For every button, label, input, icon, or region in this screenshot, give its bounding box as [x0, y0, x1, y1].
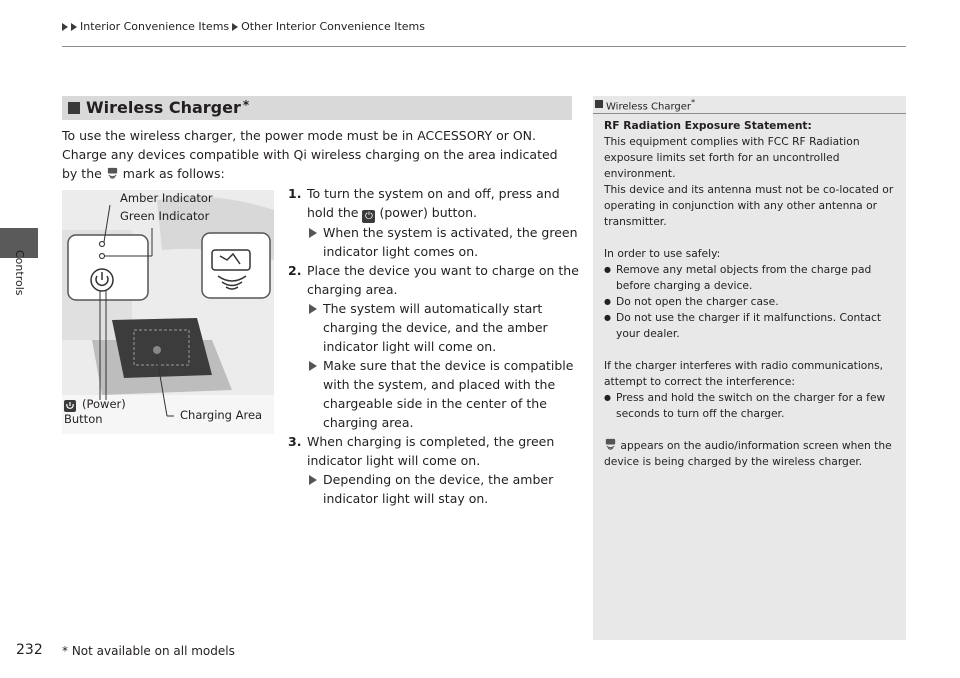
step-sub-text: Depending on the device, the amber indicator light will stay on.	[323, 472, 554, 506]
safety-item: ● Do not open the charger case.	[604, 294, 899, 310]
interference-item: ● Press and hold the switch on the charger for a few seconds to turn off the charger.	[604, 390, 899, 422]
wireless-charging-icon	[604, 438, 617, 451]
intro-text-end: mark as follows:	[122, 166, 225, 181]
section-star: *	[242, 98, 250, 112]
header-divider	[62, 46, 906, 47]
step-1	[288, 184, 579, 261]
step-sub	[307, 470, 579, 508]
charger-illustration	[62, 190, 274, 434]
chapter-label-text: Controls	[13, 250, 26, 296]
power-button-label: (Power)	[82, 397, 126, 411]
breadcrumb-arrow-icon	[62, 23, 68, 31]
step-sub	[307, 356, 579, 432]
step-sub-text: Make sure that the device is compatible with the system, and placed with the chargeable side in the center of the charging area.	[323, 358, 574, 430]
step-sub	[307, 223, 579, 261]
safety-heading: In order to use safely:	[604, 247, 721, 260]
arrow-icon	[309, 361, 317, 371]
notes-body	[604, 118, 899, 470]
section-title-text: Wireless Charger	[86, 98, 241, 117]
section-square-icon	[68, 102, 80, 114]
step-sub-text: When the system is activated, the green indicator light comes on.	[323, 225, 578, 259]
step-number: 2.	[288, 263, 302, 278]
safety-item: ● Do not use the charger if it malfunctions. Contact your dealer.	[604, 310, 899, 342]
step-text: When charging is completed, the green indicator light will come on.	[307, 434, 555, 468]
intro-paragraph	[62, 126, 572, 183]
arrow-icon	[309, 228, 317, 238]
section-title	[86, 98, 249, 117]
rf-heading: RF Radiation Exposure Statement:	[604, 119, 812, 132]
intro-text: To use the wireless charger, the power mode must be in ACCESSORY or ON. Charge any devices compatible with Qi wireless charging on the area indicated by the	[62, 128, 558, 181]
section-header	[62, 96, 572, 120]
step-number: 3.	[288, 434, 302, 449]
footnote: * Not available on all models	[62, 644, 235, 658]
screen-note	[604, 438, 899, 470]
step-text-end: (power) button.	[379, 205, 478, 220]
step-2	[288, 261, 579, 432]
chapter-label	[0, 250, 40, 330]
screen-note-text: appears on the audio/information screen when the device is being charged by the wireless charger.	[604, 439, 892, 468]
notes-header	[593, 96, 906, 114]
charging-area-label: Charging Area	[180, 408, 263, 422]
interference-text: If the charger interferes with radio communications, attempt to correct the interference:	[604, 359, 884, 388]
rf-text-1: This equipment complies with FCC RF Radiation exposure limits set forth for an uncontrolled environment.	[604, 135, 860, 180]
notes-title	[606, 97, 695, 112]
safety-item: ● Remove any metal objects from the charge pad before charging a device.	[604, 262, 899, 294]
power-icon: ⏻	[362, 210, 375, 223]
notes-title-text: Wireless Charger	[606, 101, 692, 113]
page-number: 232	[16, 642, 43, 658]
step-sub-text: The system will automatically start charging the device, and the amber indicator light will come on.	[323, 301, 548, 354]
arrow-icon	[309, 475, 317, 485]
breadcrumb-item[interactable]: Interior Convenience Items	[80, 20, 230, 33]
steps-list	[288, 184, 579, 508]
breadcrumb-arrow-icon	[71, 23, 77, 31]
step-text: To turn the system on and off, press and hold the	[307, 186, 560, 220]
step-3	[288, 432, 579, 508]
power-button-label-2: Button	[64, 412, 103, 426]
note-marker-icon	[595, 100, 603, 108]
breadcrumb-item[interactable]: Other Interior Convenience Items	[241, 20, 426, 33]
amber-indicator-label: Amber Indicator	[120, 191, 213, 205]
step-sub	[307, 299, 579, 356]
step-number: 1.	[288, 186, 302, 201]
step-text: Place the device you want to charge on the charging area.	[307, 263, 579, 297]
green-indicator-label: Green Indicator	[120, 209, 210, 223]
breadcrumb	[62, 20, 425, 33]
breadcrumb-arrow-icon	[232, 23, 238, 31]
rf-text-2: This device and its antenna must not be co-located or operating in conjunction with any other antenna or transmitter.	[604, 183, 894, 228]
wireless-charging-icon	[106, 167, 119, 180]
arrow-icon	[309, 304, 317, 314]
notes-star: *	[691, 97, 696, 107]
